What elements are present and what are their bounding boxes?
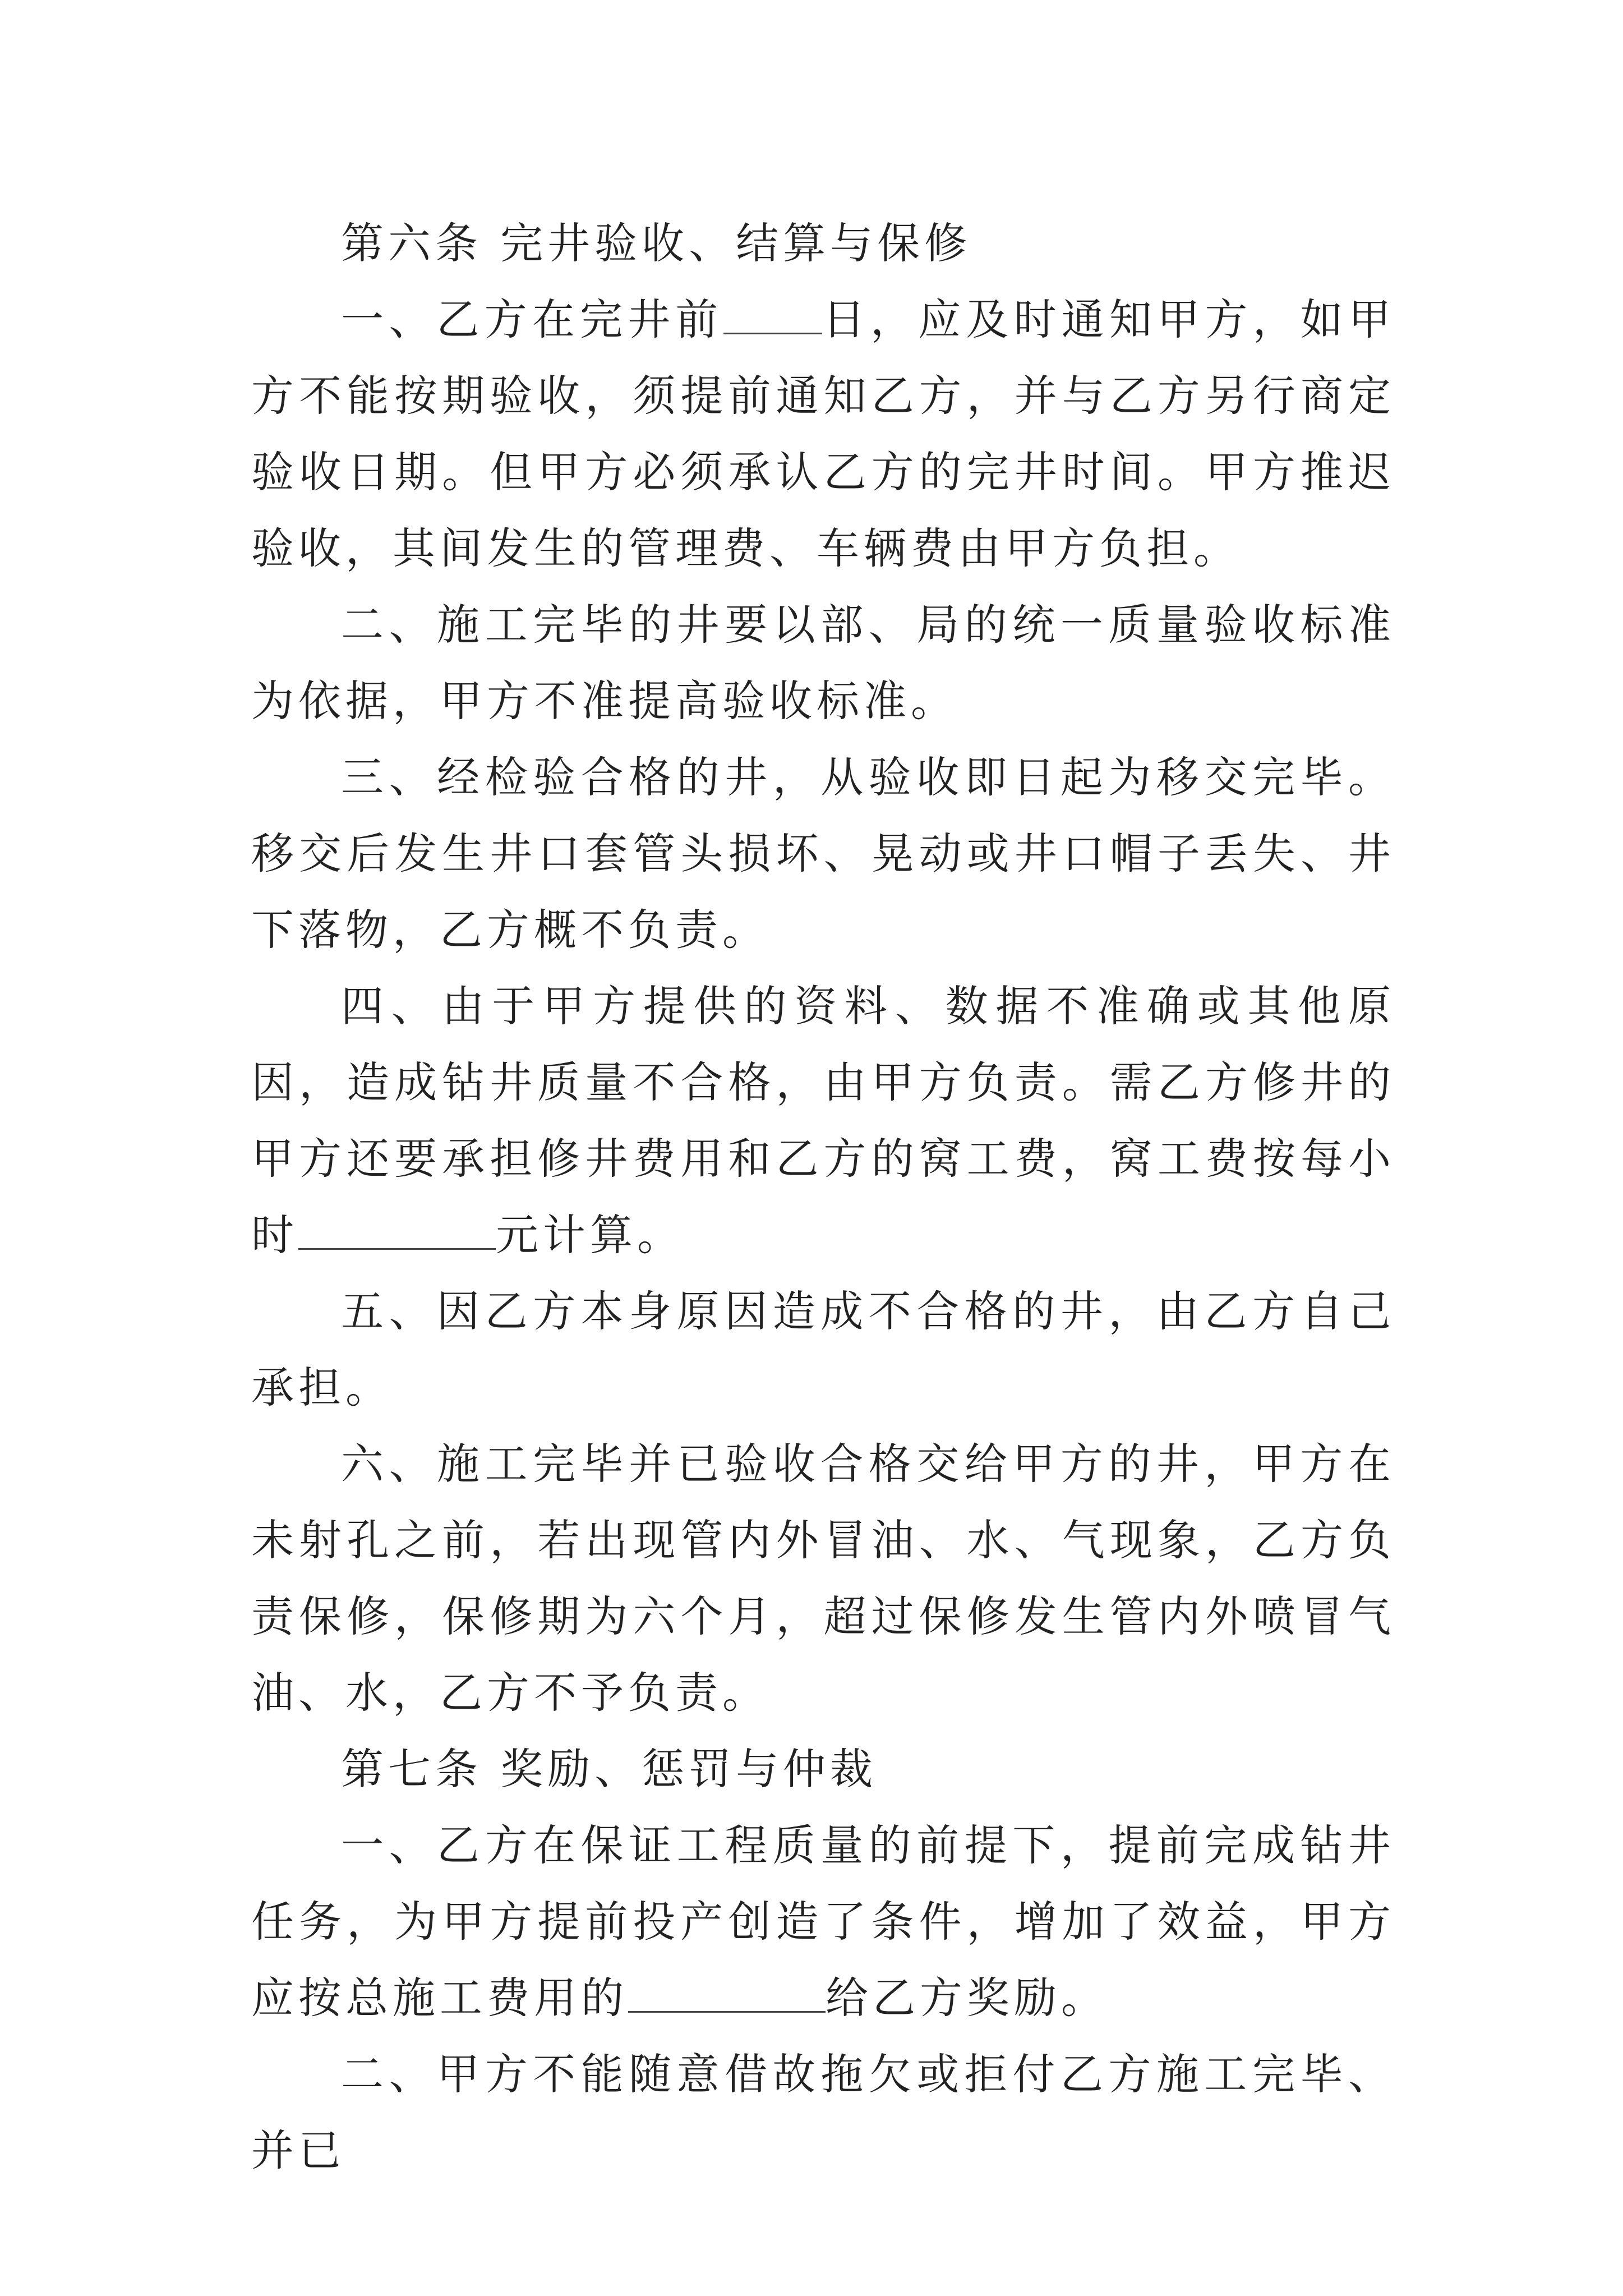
fill-in-blank-hourly-rate[interactable] xyxy=(298,1209,496,1250)
article-7-clause-2: 二、甲方不能随意借故拖欠或拒付乙方施工完毕、并已 xyxy=(251,2049,1395,2175)
article-6-heading: 第六条 完井验收、结算与保修 xyxy=(341,218,972,268)
article-6-clause-4 xyxy=(251,968,1395,1273)
clause-text: 元计算。 xyxy=(496,1210,684,1260)
clause-text: 一、乙方在保证工程质量的前提下，提前完成钻井任务，为甲方提前投产创造了条件，增加了效益，甲方应按总施工费用的 xyxy=(251,1820,1395,2023)
clause-text: 四、由于甲方提供的资料、数据不准确或其他原因，造成钻井质量不合格，由甲方负责。需乙方修井的甲方还要承担修井费用和乙方的窝工费，窝工费按每小时 xyxy=(251,981,1395,1260)
article-6-clause-6: 六、施工完毕并已验收合格交给甲方的井，甲方在未射孔之前，若出现管内外冒油、水、气现象，乙方负责保修，保修期为六个月，超过保修发生管内外喷冒气油、水，乙方不予负责。 xyxy=(251,1439,1395,1718)
fill-in-blank-reward-ratio[interactable] xyxy=(628,1972,826,2013)
article-6-clause-2: 二、施工完毕的井要以部、局的统一质量验收标准为依据，甲方不准提高验收标准。 xyxy=(251,600,1395,726)
clause-text: 给乙方奖励。 xyxy=(826,1973,1108,2023)
article-7-clause-1 xyxy=(251,1807,1395,2036)
clause-text: 一、乙方在完井前 xyxy=(341,295,723,344)
article-7-heading: 第七条 奖励、惩罚与仲裁 xyxy=(341,1744,878,1794)
article-6-clause-1 xyxy=(251,282,1395,587)
fill-in-blank-days[interactable] xyxy=(723,293,822,334)
article-6-clause-3: 三、经检验合格的井，从验收即日起为移交完毕。移交后发生井口套管头损坏、晃动或井口帽子丢失、井下落物，乙方概不负责。 xyxy=(251,752,1395,955)
clause-text: 日，应及时通知甲方，如甲方不能按期验收，须提前通知乙方，并与乙方另行商定验收日期。但甲方必须承认乙方的完井时间。甲方推迟验收，其间发生的管理费、车辆费由甲方负担。 xyxy=(251,295,1396,573)
article-6-clause-5: 五、因乙方本身原因造成不合格的井，由乙方自己承担。 xyxy=(251,1286,1395,1412)
document-body xyxy=(251,205,1395,2189)
